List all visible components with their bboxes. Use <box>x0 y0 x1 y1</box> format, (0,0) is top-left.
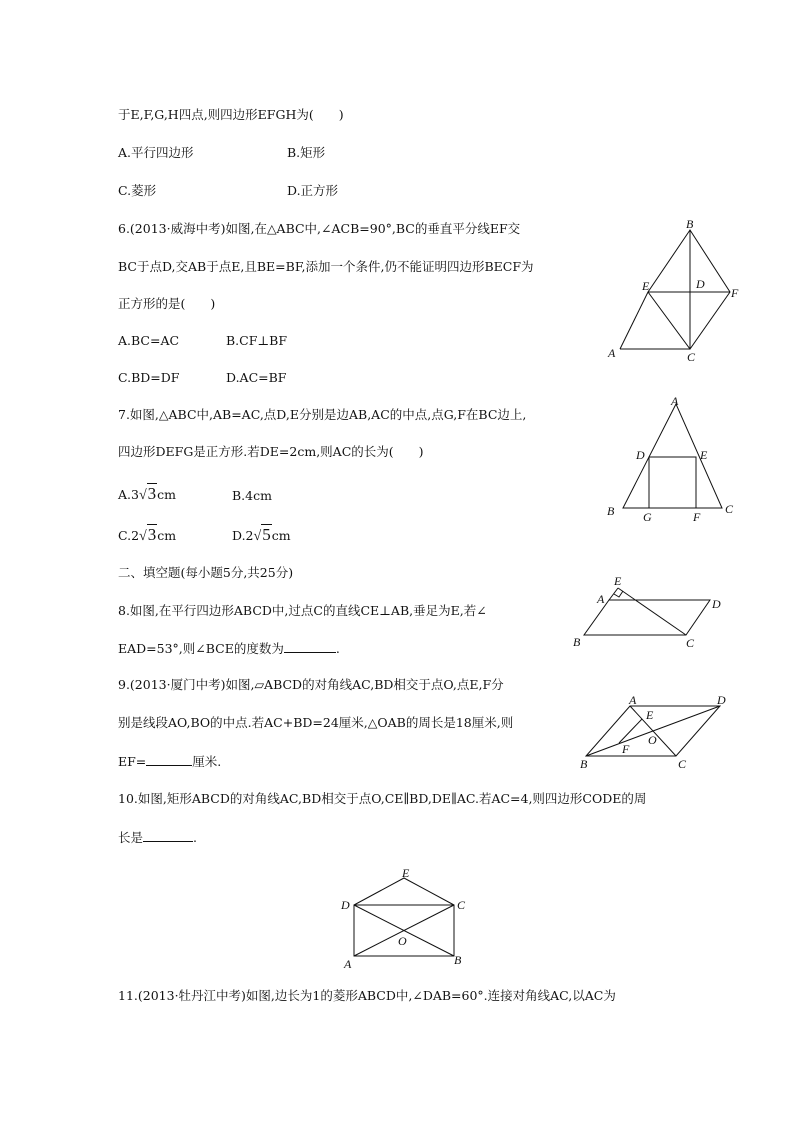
q7-line2: 四边形DEFG是正方形.若DE=2cm,则AC的长为( ) <box>118 444 424 459</box>
q9-label-b: B <box>580 757 588 771</box>
q9-line1: 9.(2013·厦门中考)如图,▱ABCD的对角线AC,BD相交于点O,点E,F分 <box>118 677 504 692</box>
q7-option-a-radicand: 3 <box>147 484 157 503</box>
q7-figure <box>600 395 750 525</box>
q6-label-a: A <box>608 346 616 360</box>
q8-label-e: E <box>614 574 622 588</box>
q6-label-b: B <box>686 217 694 231</box>
q7-option-c <box>118 527 176 545</box>
q6-line1: 6.(2013·威海中考)如图,在△ABC中,∠ACB=90°,BC的垂直平分线EF交 <box>118 221 521 236</box>
q10-line2-text: 长是 <box>118 830 144 845</box>
q6-label-f: F <box>731 286 739 300</box>
q8-answer-blank[interactable] <box>284 640 336 653</box>
q7-label-g: G <box>643 510 652 524</box>
q7-option-d-radicand: 5 <box>262 525 271 544</box>
q8-line1: 8.如图,在平行四边形ABCD中,过点C的直线CE⊥AB,垂足为E,若∠ <box>118 603 487 618</box>
q9-label-d: D <box>717 693 726 707</box>
q7-label-b: B <box>607 504 615 518</box>
q7-option-b: B.4cm <box>232 488 272 503</box>
q10-label-b: B <box>454 953 462 967</box>
sqrt-sign-icon: √ <box>253 529 262 544</box>
q9-figure <box>575 688 735 773</box>
q10-label-d: D <box>341 898 350 912</box>
q7-option-d-prefix: D.2 <box>232 528 254 543</box>
q7-option-c-unit: cm <box>157 528 177 543</box>
q8-label-c: C <box>686 636 695 650</box>
q6-label-c: C <box>687 350 696 364</box>
q9-line3-end: 厘米. <box>192 754 222 769</box>
q6-option-d: D.AC=BF <box>226 370 287 385</box>
q6-line-ea <box>620 292 648 349</box>
q8-label-b: B <box>573 635 581 649</box>
sqrt-sign-icon: √ <box>138 488 147 503</box>
q6-rhombus <box>648 230 730 349</box>
q10-label-a: A <box>344 957 352 971</box>
q11-line1: 11.(2013·牡丹江中考)如图,边长为1的菱形ABCD中,∠DAB=60°.连接对角线AC,以AC为 <box>118 988 616 1003</box>
q6-line3: 正方形的是( ) <box>118 296 216 311</box>
q9-label-o: O <box>648 733 657 747</box>
q10-figure <box>335 862 475 972</box>
q7-option-d <box>232 527 291 545</box>
q5-option-a: A.平行四边形 <box>118 145 194 160</box>
q5-option-d: D.正方形 <box>287 183 339 198</box>
q7-option-a-unit: cm <box>157 487 177 502</box>
q10-label-c: C <box>457 898 466 912</box>
q7-label-d: D <box>636 448 645 462</box>
q8-line-ae <box>609 588 618 600</box>
q7-option-a <box>118 486 176 504</box>
q9-line3-text: EF= <box>118 754 147 769</box>
q7-label-c: C <box>725 502 734 516</box>
q9-answer-blank[interactable] <box>146 753 192 766</box>
q5-stem: 于E,F,G,H四点,则四边形EFGH为( ) <box>118 107 344 122</box>
q7-option-d-unit: cm <box>271 528 291 543</box>
q8-line2 <box>118 640 340 657</box>
q7-option-a-prefix: A.3 <box>118 487 139 502</box>
section-heading: 二、填空题(每小题5分,共25分) <box>118 565 294 580</box>
q7-square <box>649 457 696 508</box>
q10-label-o: O <box>398 934 407 948</box>
q6-label-d: D <box>696 277 705 291</box>
q10-kite-top <box>354 878 454 905</box>
q7-label-f: F <box>693 510 701 524</box>
q6-figure <box>600 215 750 365</box>
q9-line2: 别是线段AO,BO的中点.若AC+BD=24厘米,△OAB的周长是18厘米,则 <box>118 715 514 730</box>
q9-line3 <box>118 753 221 770</box>
q8-line2-end: . <box>335 641 340 656</box>
q8-label-d: D <box>712 597 721 611</box>
q8-figure <box>570 570 740 650</box>
q7-line1: 7.如图,△ABC中,AB=AC,点D,E分别是边AB,AC的中点,点G,F在BC边上, <box>118 407 527 422</box>
q9-label-f: F <box>622 742 630 756</box>
q6-option-a: A.BC=AC <box>118 333 180 348</box>
q8-line-ce <box>618 588 686 635</box>
q5-option-b: B.矩形 <box>287 145 326 160</box>
q8-line2-text: EAD=53°,则∠BCE的度数为 <box>118 641 284 656</box>
q10-answer-blank[interactable] <box>143 829 193 842</box>
q6-label-e: E <box>642 279 650 293</box>
q9-label-a: A <box>629 693 637 707</box>
q7-option-c-prefix: C.2 <box>118 528 140 543</box>
q7-label-e: E <box>700 448 708 462</box>
q10-line2-end: . <box>193 830 197 845</box>
sqrt-sign-icon: √ <box>139 529 147 544</box>
q5-option-c: C.菱形 <box>118 183 157 198</box>
q9-label-c: C <box>678 757 687 771</box>
q6-option-c: C.BD=DF <box>118 370 180 385</box>
q10-label-e: E <box>402 866 410 880</box>
q9-label-e: E <box>646 708 654 722</box>
q7-label-a: A <box>671 394 679 408</box>
q6-line2: BC于点D,交AB于点E,且BE=BF,添加一个条件,仍不能证明四边形BECF为 <box>118 259 534 274</box>
q10-line2 <box>118 829 197 846</box>
q10-line1: 10.如图,矩形ABCD的对角线AC,BD相交于点O,CE∥BD,DE∥AC.若AC=4,则四边形CODE的周 <box>118 791 647 806</box>
q7-option-c-radicand: 3 <box>147 525 157 544</box>
q8-label-a: A <box>597 592 605 606</box>
q6-option-b: B.CF⊥BF <box>226 333 288 348</box>
